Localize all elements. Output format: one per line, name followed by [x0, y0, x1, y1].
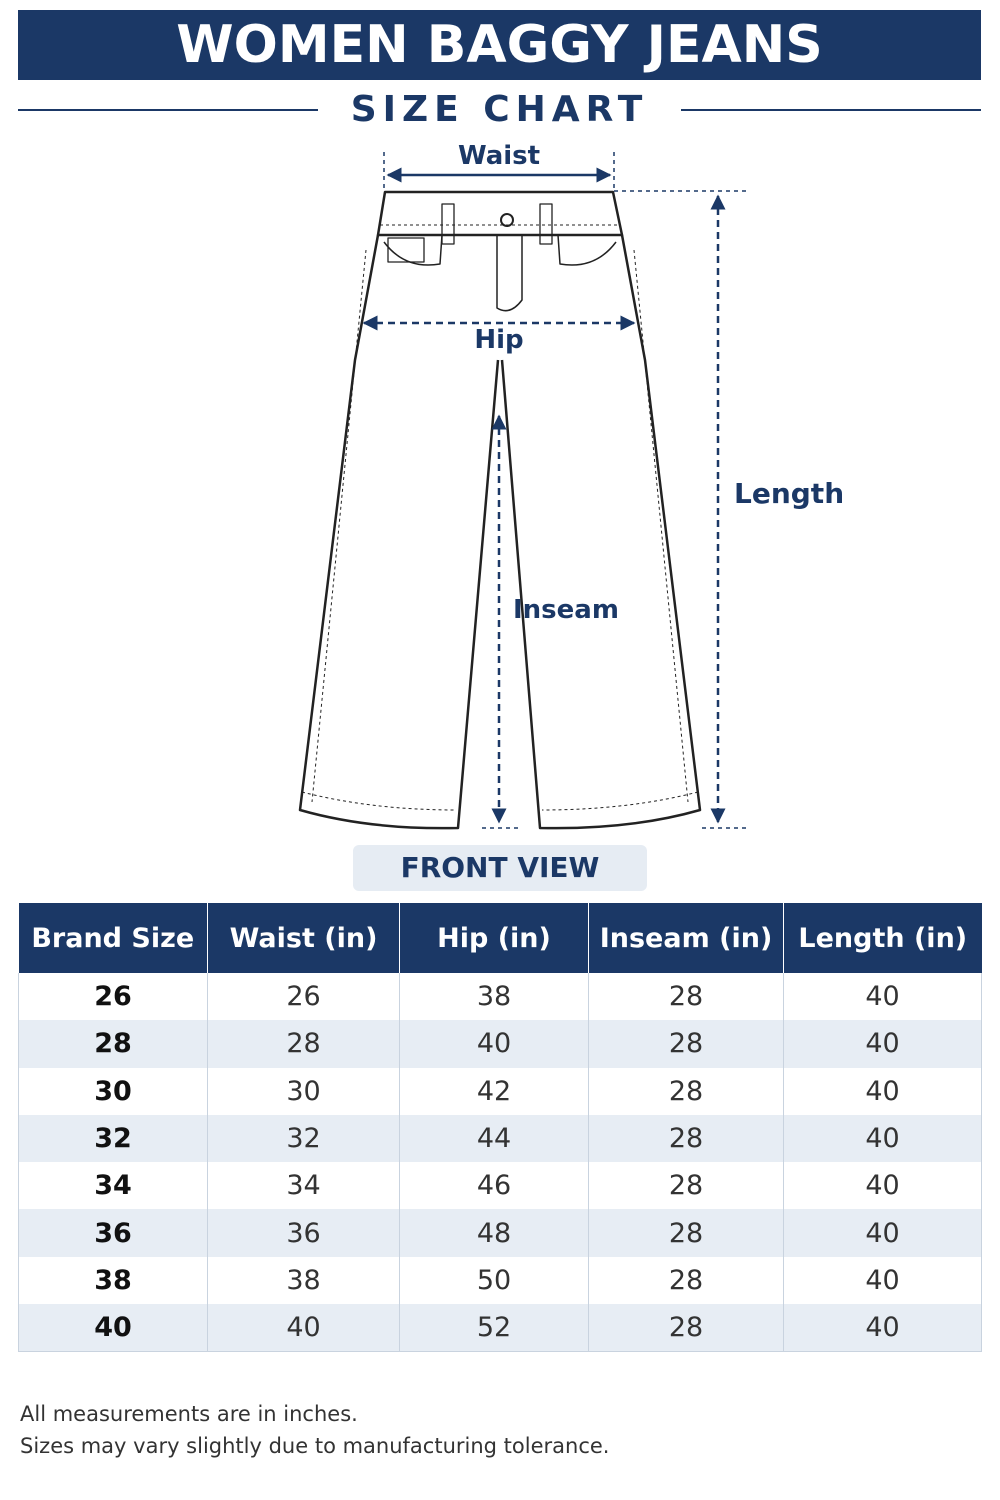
header-hip: Hip (in): [400, 903, 589, 973]
footnotes: [20, 1398, 609, 1462]
cell-inseam: 28: [589, 1209, 784, 1256]
table-row: [19, 1068, 982, 1115]
jeans-diagram: [0, 130, 1000, 850]
cell-brand-size: 38: [19, 1257, 208, 1304]
cell-length: 40: [784, 1162, 982, 1209]
table-header-row: [19, 903, 982, 973]
footnote-tolerance: Sizes may vary slightly due to manufacturing tolerance.: [20, 1434, 610, 1458]
table-row: [19, 1115, 982, 1162]
cell-inseam: 28: [589, 1068, 784, 1115]
cell-inseam: 28: [589, 1257, 784, 1304]
cell-waist: 34: [208, 1162, 400, 1209]
cell-brand-size: 26: [19, 973, 208, 1020]
table-row: [19, 1257, 982, 1304]
front-view-badge: FRONT VIEW: [353, 845, 647, 891]
cell-brand-size: 34: [19, 1162, 208, 1209]
cell-brand-size: 30: [19, 1068, 208, 1115]
size-table: [18, 903, 982, 1352]
cell-inseam: 28: [589, 1162, 784, 1209]
cell-waist: 38: [208, 1257, 400, 1304]
cell-hip: 50: [400, 1257, 589, 1304]
cell-length: 40: [784, 1257, 982, 1304]
cell-hip: 48: [400, 1209, 589, 1256]
cell-inseam: 28: [589, 1115, 784, 1162]
cell-length: 40: [784, 1068, 982, 1115]
cell-hip: 38: [400, 973, 589, 1020]
subtitle: SIZE CHART: [350, 89, 649, 130]
cell-length: 40: [784, 1115, 982, 1162]
hip-measure: [364, 323, 634, 355]
cell-length: 40: [784, 1020, 982, 1067]
cell-brand-size: 36: [19, 1209, 208, 1256]
cell-waist: 30: [208, 1068, 400, 1115]
cell-brand-size: 28: [19, 1020, 208, 1067]
cell-waist: 32: [208, 1115, 400, 1162]
cell-inseam: 28: [589, 1020, 784, 1067]
table-row: [19, 1209, 982, 1256]
cell-length: 40: [784, 1209, 982, 1256]
inseam-label: Inseam: [513, 595, 619, 625]
cell-brand-size: 40: [19, 1304, 208, 1352]
cell-hip: 40: [400, 1020, 589, 1067]
length-measure: [614, 191, 844, 828]
footnote-units: All measurements are in inches.: [20, 1402, 358, 1426]
subtitle-row: [18, 88, 981, 132]
cell-brand-size: 32: [19, 1115, 208, 1162]
hip-label: Hip: [474, 325, 524, 355]
cell-waist: 28: [208, 1020, 400, 1067]
subtitle-rule-right: [681, 109, 981, 111]
header-length: Length (in): [784, 903, 982, 973]
length-label: Length: [734, 477, 845, 510]
cell-inseam: 28: [589, 1304, 784, 1352]
cell-waist: 26: [208, 973, 400, 1020]
waist-label: Waist: [457, 141, 541, 171]
cell-hip: 42: [400, 1068, 589, 1115]
header-brand-size: Brand Size: [19, 903, 208, 973]
inseam-measure: [482, 416, 619, 828]
header-inseam: Inseam (in): [589, 903, 784, 973]
page-title: WOMEN BAGGY JEANS: [176, 15, 823, 75]
cell-length: 40: [784, 1304, 982, 1352]
cell-hip: 46: [400, 1162, 589, 1209]
cell-waist: 40: [208, 1304, 400, 1352]
table-row: [19, 973, 982, 1020]
cell-hip: 52: [400, 1304, 589, 1352]
table-row: [19, 1162, 982, 1209]
table-row: [19, 1304, 982, 1352]
header-waist: Waist (in): [208, 903, 400, 973]
table-row: [19, 1020, 982, 1067]
title-banner: [18, 10, 981, 80]
cell-waist: 36: [208, 1209, 400, 1256]
cell-length: 40: [784, 973, 982, 1020]
waist-measure: [384, 141, 614, 190]
cell-inseam: 28: [589, 973, 784, 1020]
cell-hip: 44: [400, 1115, 589, 1162]
